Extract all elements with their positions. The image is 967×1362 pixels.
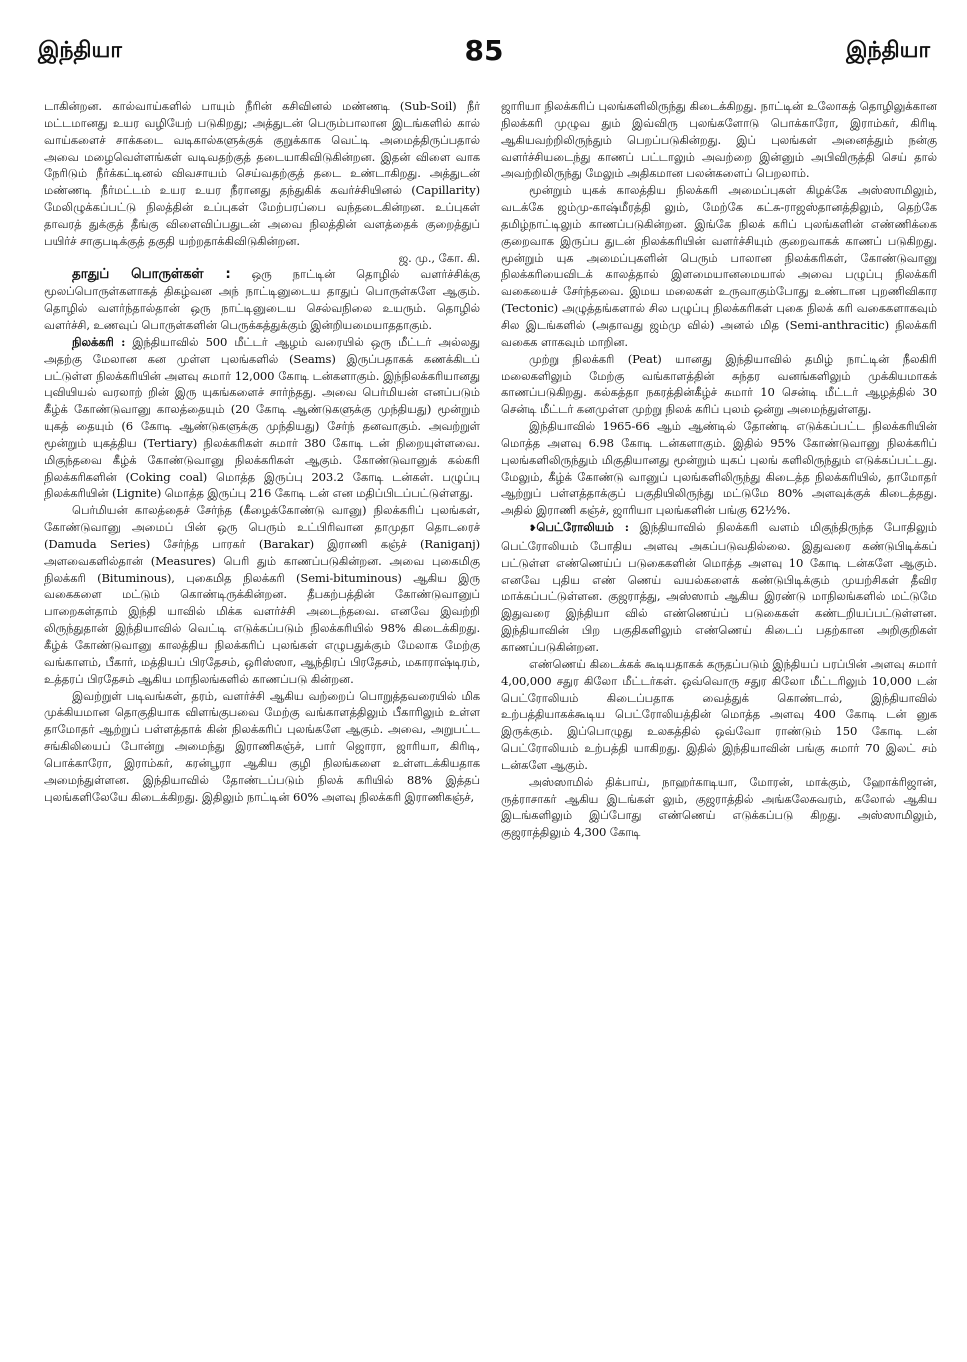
page-header <box>38 34 930 82</box>
paragraph: பெர்மியன் காலத்தைச் சேர்ந்த (கீழைக்கோண்டு வானு) நிலக்கரிப் புலங்கள், கோண்டுவானு அமைப் பின் ஒரு பெரும் உட்பிரிவான தாமுதா தொடரைச் (Damuda Series) சேர்ந்த பாரகர் (Barakar) இராணி கஞ்ச் (Raniganj) அளவைகளில்தான் (Measures) பெரி தும் காணப்படுகின்றன. அவை புகைமிகு நிலக்கரி (Bituminous), புகைமித நிலக்கரி (Semi-bituminous) ஆகிய இரு வகைகளை மட்டும் கொண்டிருக்கின்றன. தீபகற்பத்தின் கோண்டுவானுப் பாறைகள்தாம் இந்தி யாவில் மிக்க வளர்ச்சி அடைந்தவை. எனவே இவற்றி லிருந்துதான் இந்தியாவில் வெட்டி எடுக்கப்படும் நிலக்கரியில் 98% கிடைக்கிறது. கீழ்க் கோண்டுவானு காலத்திய நிலக்கரிப் புலங்கள் எழுபதுக்கும் மேலாக மேற்கு வங்காளம், பீகார், மத்தியப் பிரதேசம், ஒரிஸ்ஸா, ஆந்திரப் பிரதேசம், மகாராஷ்டிரம், உத்தரப் பிரதேசம் ஆகிய மாநிலங்களில் காணப்படு கின்றன. <box>44 503 480 686</box>
paragraph: முற்று நிலக்கரி (Peat) யானது இந்தியாவில் தமிழ் நாட்டின் நீலகிரி மலைகளிலும் மேற்கு வங்காளத்தின் சுந்தர வனங்களிலும் முக்கியமாகக் காணப்படுகிறது. கல்கத்தா நகரத்தின்கீழ்ச் சுமார் 10 சென்டி மீட்டர் ஆழத்தில் 30 சென்டி மீட்டர் கனமுள்ள முற்று நிலக் கரிப் புலம் ஒன்று அமைந்துள்ளது. <box>501 351 937 417</box>
subsection-paragraph <box>44 334 480 502</box>
section-heading: தாதுப் பொருள்கள் : <box>72 266 231 283</box>
paragraph: மூன்றும் யுகக் காலத்திய நிலக்கரி அமைப்புகள் கிழக்கே அஸ்ஸாமிலும், வடக்கே ஜம்மு-காஷ்மீரத்தி லும், மேற்கே கட்சு-ராஜஸ்தானத்திலும், தெற்கே தமிழ்நாட்டிலும் காணப்படுகின்றன. இங்கே நிலக் கரிப் புலங்களின் எண்ணிக்கை குறைவாக இருப்ப துடன் நிலக்கரியின் வளர்ச்சியும் குறைவாகக் காணப் படுகிறது. மூன்றும் யுக அமைப்புகளின் பெரும் பாலான நிலக்கரிகள், கோண்டுவானு நிலக்கரியைவிடக் காலத்தால் இளமையானமையால் அவை பழுப்பு நிலக்கரி வகையைச் சேர்ந்தவை. இமய மலைகள் உருவாகும்போது உண்டான புறணிவிகார (Tectonic) அழுத்தங்களால் சில பழுப்பு நிலக்கரிகள் புகை நிலக் கரி வகைகளாகவும் சில இடங்களில் (அதாவது ஜம்மு வில்) அனல் மித (Semi-anthracitic) நிலக்கரி வகைக ளாகவும் மாறின. <box>501 183 937 349</box>
paragraph: அஸ்ஸாமில் திக்பாய், நாஹர்காடியா, மோரன், மாக்கும், ஹோக்ரிஜான், ருத்ராசாகர் ஆகிய இடங்கள் லும், குஜராத்தில் அங்கலேசுவரம், கலோல் ஆகிய இடங்களிலும் இப்போது எண்ணெய் எடுக்கப்படு கிறது. அஸ்ஸாமிலும், குஜராத்திலும் 4,300 கோடி <box>501 774 937 840</box>
running-head-left: இந்தியா <box>38 38 122 63</box>
paragraph-text: இந்தியாவில் நிலக்கரி வளம் மிகுந்திருந்த போதிலும் பெட்ரோலியம் போதிய அளவு அகப்படுவதில்லை. இதுவரை கண்டுபிடிக்கப் பட்டுள்ள எண்ணெய்ப் படுகைகளின் மொத்த அளவு 10 கோடி டன்களே ஆகும். எனவே புதிய எண் ணெய் வயல்களைக் கண்டுபிடிக்கும் முயற்சிகள் தீவிர மாக்கப்பட்டுள்ளன. குஜராத்து, அஸ்ஸாம் ஆகிய இரண்டு மாநிலங்களில் மட்டுமே இதுவரை இந்தியா வில் எண்ணெய்ப் படுகைகள் கண்டறியப்பட்டுள்ளன. இந்தியாவின் பிற பகுதிகளிலும் எண்ணெய் கிடைப் பதற்கான அறிகுறிகள் காணப்படுகின்றன. <box>501 520 937 654</box>
subsection-paragraph <box>501 519 937 656</box>
subsection-heading: நிலக்கரி : <box>72 334 126 349</box>
left-column <box>44 98 480 1348</box>
bullet-icon: ❥ <box>529 524 537 535</box>
running-head-right: இந்தியா <box>846 38 930 63</box>
paragraph-text: இந்தியாவில் 500 மீட்டர் ஆழம் வரையில் ஒரு மீட்டர் அல்லது அதற்கு மேலான கன முள்ள புலங்களில் (Seams) இருப்பதாகக் கணக்கிடப் பட்டுள்ள நிலக்கரியின் அளவு சுமார் 12,000 கோடி டன்களாகும். இந்நிலக்கரியானது புவியியல் வரலாற் றின் இரு யுகங்களைச் சார்ந்தது. அவை பெர்மியன் எனப்படும் கீழ்க் கோண்டுவானு காலத்தையும் (20 கோடி ஆண்டுகளுக்கு முந்தியது) மூன்றும் யுகத் தையும் (6 கோடி ஆண்டுகளுக்கு முந்தியது) சேர்ந் தனவாகும். அவற்றுள் மூன்றும் யுகத்திய (Tertiary) நிலக்கரிகள் சுமார் 380 கோடி டன் நிறையுள்ளவை. மிகுந்தவை கீழ்க் கோண்டுவானு நிலக்கரிகள் ஆகும். கோண்டுவானுக் கல்கரி நிலக்கரிகளின் (Coking coal) மொத்த இருப்பு 203.2 கோடி டன்கள். பழுப்பு நிலக்கரியின் (Lignite) மொத்த இருப்பு 216 கோடி டன் என மதிப்பிடப்பட்டுள்ளது. <box>44 334 480 501</box>
paragraph: ஜாரியா நிலக்கரிப் புலங்களிலிருந்து கிடைக்கிறது. நாட்டின் உலோகத் தொழிலுக்கான நிலக்கரி முழுவ தும் இவ்விரு புலங்களோடு பொக்காரோ, இராம்கர், கிரிடி ஆகியவற்றிலிருந்தும் பெறப்படுகின்றது. இப் புலங்கள் அனைத்தும் நன்கு வளர்ச்சியடைந்து காணப் பட்டாலும் அவற்றை இன்னும் அபிவிருத்தி செய் தால் அவற்றிலிருந்து மேலும் அதிகமான பலன்களைப் பெறலாம். <box>501 99 937 181</box>
paragraph: டாகின்றன. கால்வாய்களில் பாயும் நீரின் கசிவினல் மண்ணடி (Sub-Soil) நீர் மட்டமானது உயர வழியேற் படுகிறது; அத்துடன் பெரும்பாலான இடங்களில் கால் வாய்களைச் சாக்கடை வடிகால்களுக்குக் குறுக்காக வெட்டி அமைத்திருப்பதால் அவை மழைவெள்ளங்கள் வடிவதற்குத் தடையாகிவிடுகின்றன. இதன் விளை வாக நேரிடும் நீர்க்கட்டினல் விவசாயம் செய்வதற்குத் தடை உண்டாகிறது. அத்துடன் மண்ணடி நீர்மட்டம் உயர உயர நீரானது தந்துகிக் கவர்ச்சியினல் (Capillarity) மேலிழுக்கப்பட்டு நிலத்தின் உப்புகள் மேற்பரப்பை வந்தடைகின்றன. உப்புகள் தாவரத் துக்குத் தீங்கு விளைவிப்பதுடன் அவை நிலத்தின் வளத்தைக் குறைத்துப் பயிர்ச் சாகுபடிக்குத் தகுதி யற்றதாக்கிவிடுகின்றன. <box>44 99 480 248</box>
author-initials: ஜ. மு., கோ. கி. <box>398 250 480 265</box>
page-number: 85 <box>464 34 504 67</box>
right-column <box>501 98 937 1348</box>
subsection-heading: பெட்ரோலியம் : <box>536 520 629 535</box>
section-paragraph <box>44 266 480 333</box>
paragraph: எண்ணெய் கிடைக்கக் கூடியதாகக் கருதப்படும் இந்தியப் பரப்பின் அளவு சுமார் 4,00,000 சதுர கிலோ மீட்டர்கள். ஒவ்வொரு சதுர கிலோ மீட்டரிலும் 10,000 டன் பெட்ரோலியம் கிடைப்பதாக வைத்துக் கொண்டால், இந்தியாவில் உற்பத்தியாகக்கூடிய பெட்ரோலியத்தின் மொத்த அளவு 400 கோடி டன் னுக இருக்கும். இப்பொழுது உலகத்தில் ஒவ்வோ ராண்டும் 150 கோடி டன் பெட்ரோலியம் உற்பத்தி யாகிறது. இதில் இந்தியாவின் பங்கு சுமார் 70 இலட் சம் டன்களே ஆகும். <box>501 656 937 772</box>
paragraph-text: ஒரு நாட்டின் தொழில் வளர்ச்சிக்கு மூலப்பொருள்களாகத் திகழ்வன அந் நாட்டினுடைய தாதுப் பொருள்களே ஆகும். தொழில் வளர்ந்தால்தான் ஒரு நாட்டினுடைய செல்வநிலை உயரும். தொழில் வளர்ச்சி, உணவுப் பொருள்களின் பெருக்கத்துக்கும் இன்றியமையாததாகும். <box>44 267 480 332</box>
paragraph: இவற்றுள் படிவங்கள், தரம், வளர்ச்சி ஆகிய வற்றைப் பொறுத்தவரையில் மிக முக்கியமான தொகுதியாக விளங்குபவை மேற்கு வங்காளத்திலும் பீகாரிலும் உள்ள தாமோதர் ஆற்றுப் பள்ளத்தாக் கின் நிலக்கரிப் புலங்களே ஆகும். அவை, அறுபட்ட சங்கிலியைப் போன்று அமைந்து இராணிகஞ்ச், பார் ஜொரா, ஜாரியா, கிரிடி, பொக்காரோ, இராம்கர், கரன்பூரா ஆகிய குழி நிலங்களை உள்ளடக்கியதாக அமைந்துள்ளன. இந்தியாவில் தோண்டப்படும் நிலக் கரியில் 88% இத்தப் புலங்களிலேயே கிடைக்கிறது. இதிலும் நாட்டின் 60% அளவு நிலக்கரி இராணிகஞ்ச், <box>44 688 480 804</box>
paragraph: இந்தியாவில் 1965-66 ஆம் ஆண்டில் தோண்டி எடுக்கப்பட்ட நிலக்கரியின் மொத்த அளவு 6.98 கோடி டன்களாகும். இதில் 95% கோண்டுவானு நிலக்கரிப் புலங்களிலிருந்தும் மிகுதியானது மூன்றும் யுகப் புலங் களிலிருந்தும் எடுக்கப்பட்டது. மேலும், கீழ்க் கோண்டு வானுப் புலங்களிலிருந்து கிடைத்த நிலக்கரியில், தாமோதர் ஆற்றுப் பள்ளத்தாக்குப் பகுதியிலிருந்து மட்டுமே 80% அளவுக்குக் கிடைத்தது. அதில் இராணி கஞ்ச், ஜாரியா புலங்களின் பங்கு 62½%. <box>501 419 937 518</box>
